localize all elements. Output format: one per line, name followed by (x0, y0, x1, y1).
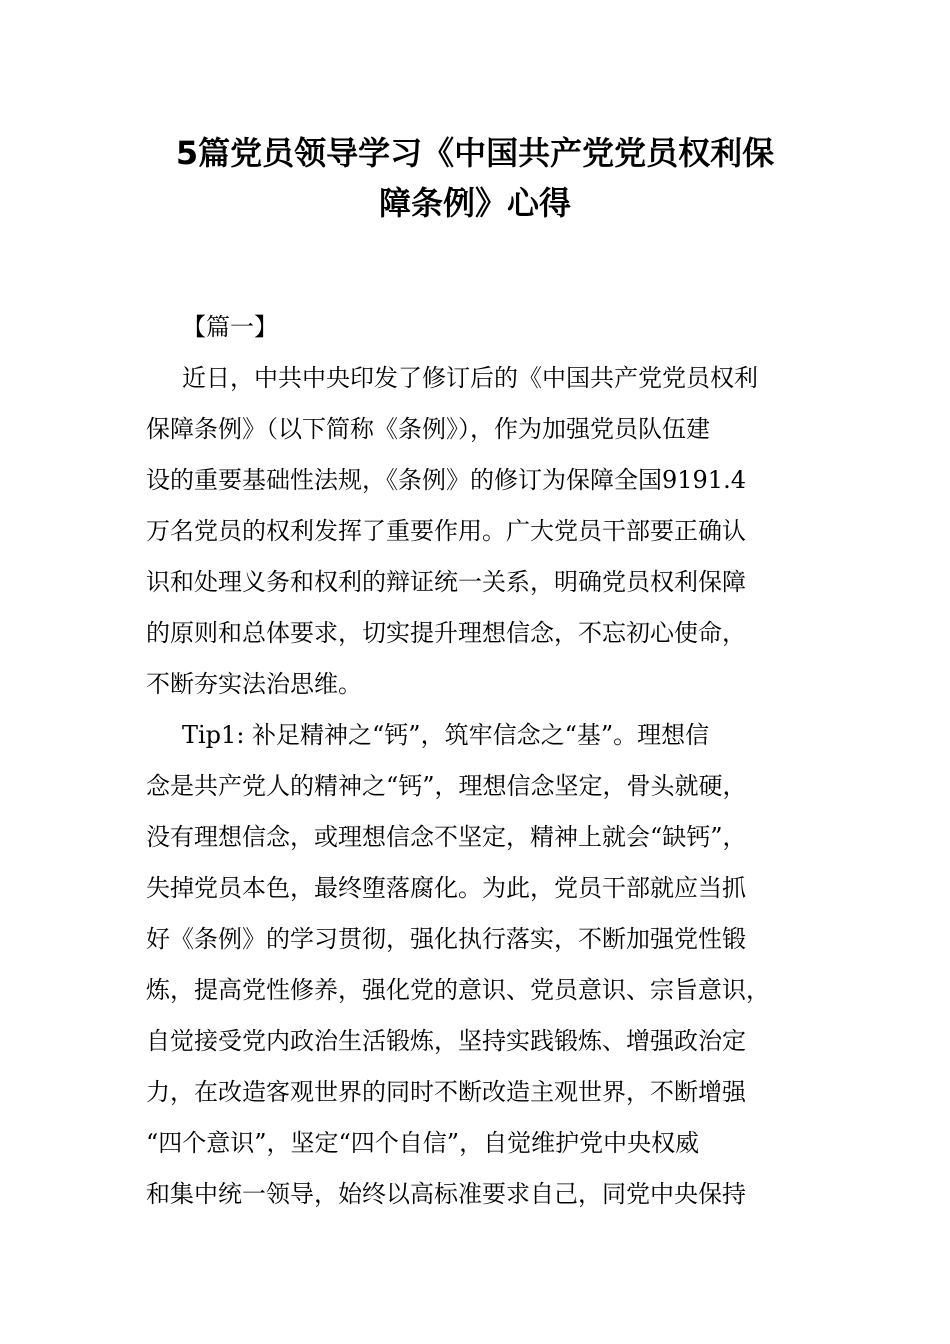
paragraph-line: 设的重要基础性法规，《条例》的修订为保障全国9191.4 (146, 466, 746, 494)
paragraph-2 (146, 710, 806, 1220)
document-title (130, 128, 820, 228)
paragraph-line: 万名党员的权利发挥了重要作用。广大党员干部要正确认 (146, 517, 746, 545)
paragraph-line: 近日，中共中央印发了修订后的《中国共产党党员权利 (182, 364, 758, 392)
section-heading: 【篇一】 (182, 313, 278, 341)
paragraph-line: 力，在改造客观世界的同时不断改造主观世界，不断增强 (146, 1078, 746, 1106)
paragraph-line: 的原则和总体要求，切实提升理想信念，不忘初心使命， (146, 619, 746, 647)
paragraph-line: 炼，提高党性修养，强化党的意识、党员意识、宗旨意识， (146, 976, 770, 1004)
paragraph-line: 和集中统一领导，始终以高标准要求自己，同党中央保持 (146, 1180, 746, 1208)
title-line: 5篇党员领导学习《中国共产党党员权利保 (175, 134, 775, 172)
title-line: 障条例》心得 (378, 184, 571, 222)
paragraph-line: 识和处理义务和权利的辩证统一关系，明确党员权利保障 (146, 568, 746, 596)
paragraph-line: 不断夯实法治思维。 (146, 670, 362, 698)
paragraph-line: 自觉接受党内政治生活锻炼，坚持实践锻炼、增强政治定 (146, 1027, 746, 1055)
paragraph-line: 失掉党员本色，最终堕落腐化。为此，党员干部就应当抓 (146, 874, 746, 902)
paragraph-line: “四个意识”，坚定“四个自信”，自觉维护党中央权威 (146, 1129, 700, 1157)
paragraph-line: 念是共产党人的精神之“钙”，理想信念坚定，骨头就硬， (146, 772, 747, 800)
paragraph-line: 没有理想信念，或理想信念不坚定，精神上就会“缺钙”， (146, 823, 747, 851)
paragraph-line: 保障条例》（以下简称《条例》），作为加强党员队伍建 (146, 415, 710, 443)
paragraph-line: 好《条例》的学习贯彻，强化执行落实，不断加强党性锻 (146, 925, 746, 953)
paragraph-line: Tip1: 补足精神之“钙”，筑牢信念之“基”。理想信 (182, 721, 710, 749)
paragraph-1 (146, 353, 806, 710)
document-body (146, 302, 806, 1220)
